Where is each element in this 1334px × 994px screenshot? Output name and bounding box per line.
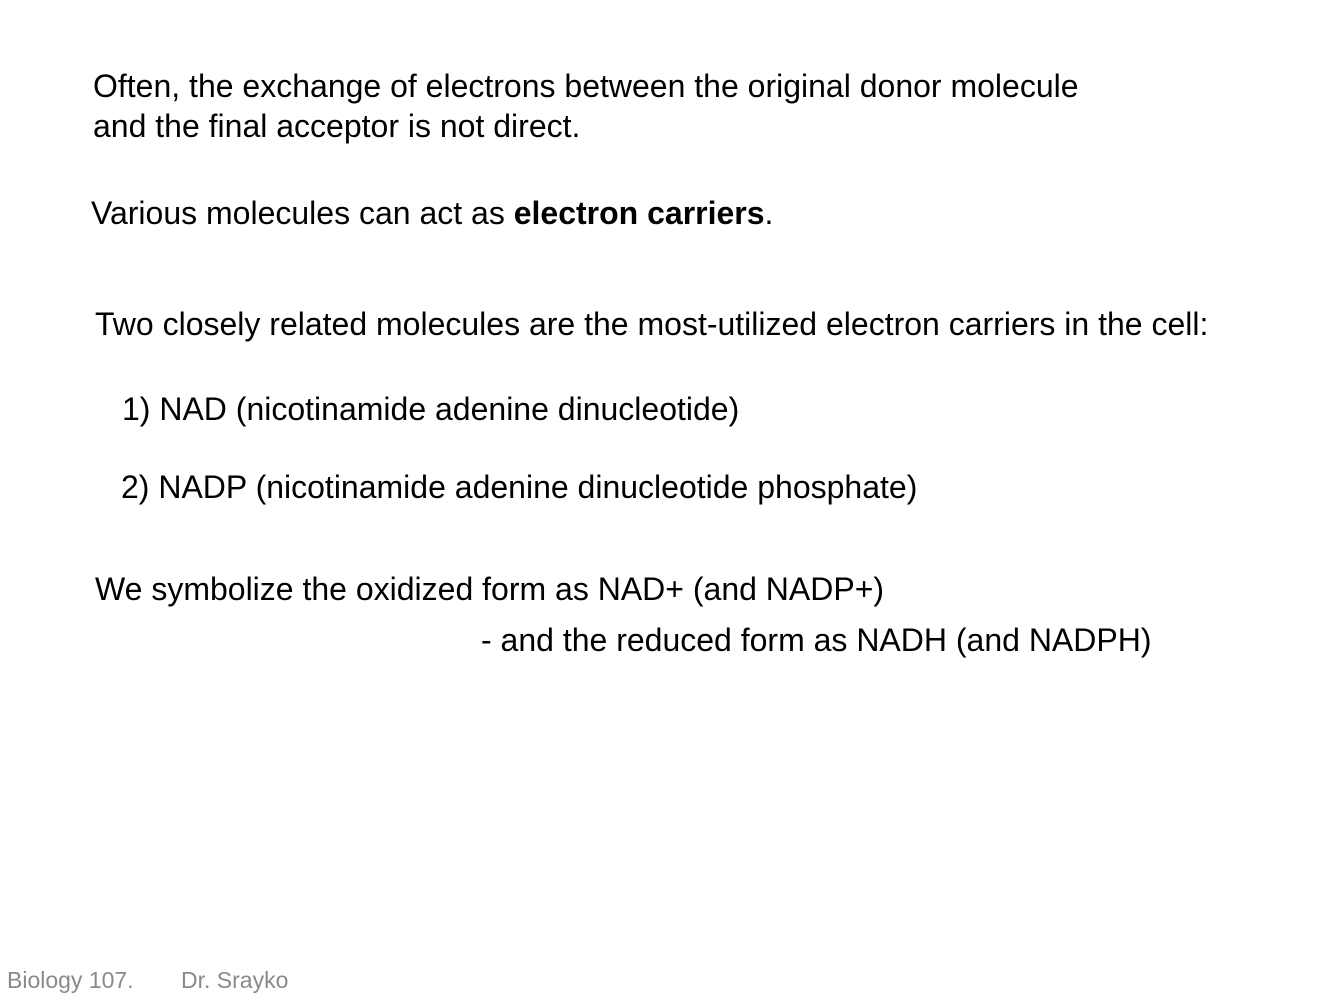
intro-line-2: and the final acceptor is not direct. — [93, 108, 581, 144]
intro-line-1: Often, the exchange of electrons between the original donor molecule — [93, 68, 1079, 104]
reduced-form-line: - and the reduced form as NADH (and NADPH) — [481, 622, 1152, 658]
footer-course: Biology 107. — [7, 967, 134, 993]
carriers-sentence-end: . — [764, 195, 774, 231]
two-molecules-intro: Two closely related molecules are the most-utilized electron carriers in the cell: — [95, 306, 1209, 342]
oxidized-form-line: We symbolize the oxidized form as NAD+ (and NADP+) — [95, 571, 885, 607]
footer-instructor: Dr. Srayko — [181, 967, 289, 993]
electron-carriers-term: electron carriers — [513, 195, 765, 231]
electron-carriers-sentence — [91, 193, 773, 233]
list-item-nadp: 2) NADP (nicotinamide adenine dinucleotide phosphate) — [121, 469, 918, 505]
list-item-nad: 1) NAD (nicotinamide adenine dinucleotide) — [122, 391, 740, 427]
carriers-sentence-start: Various molecules can act as — [91, 195, 514, 231]
